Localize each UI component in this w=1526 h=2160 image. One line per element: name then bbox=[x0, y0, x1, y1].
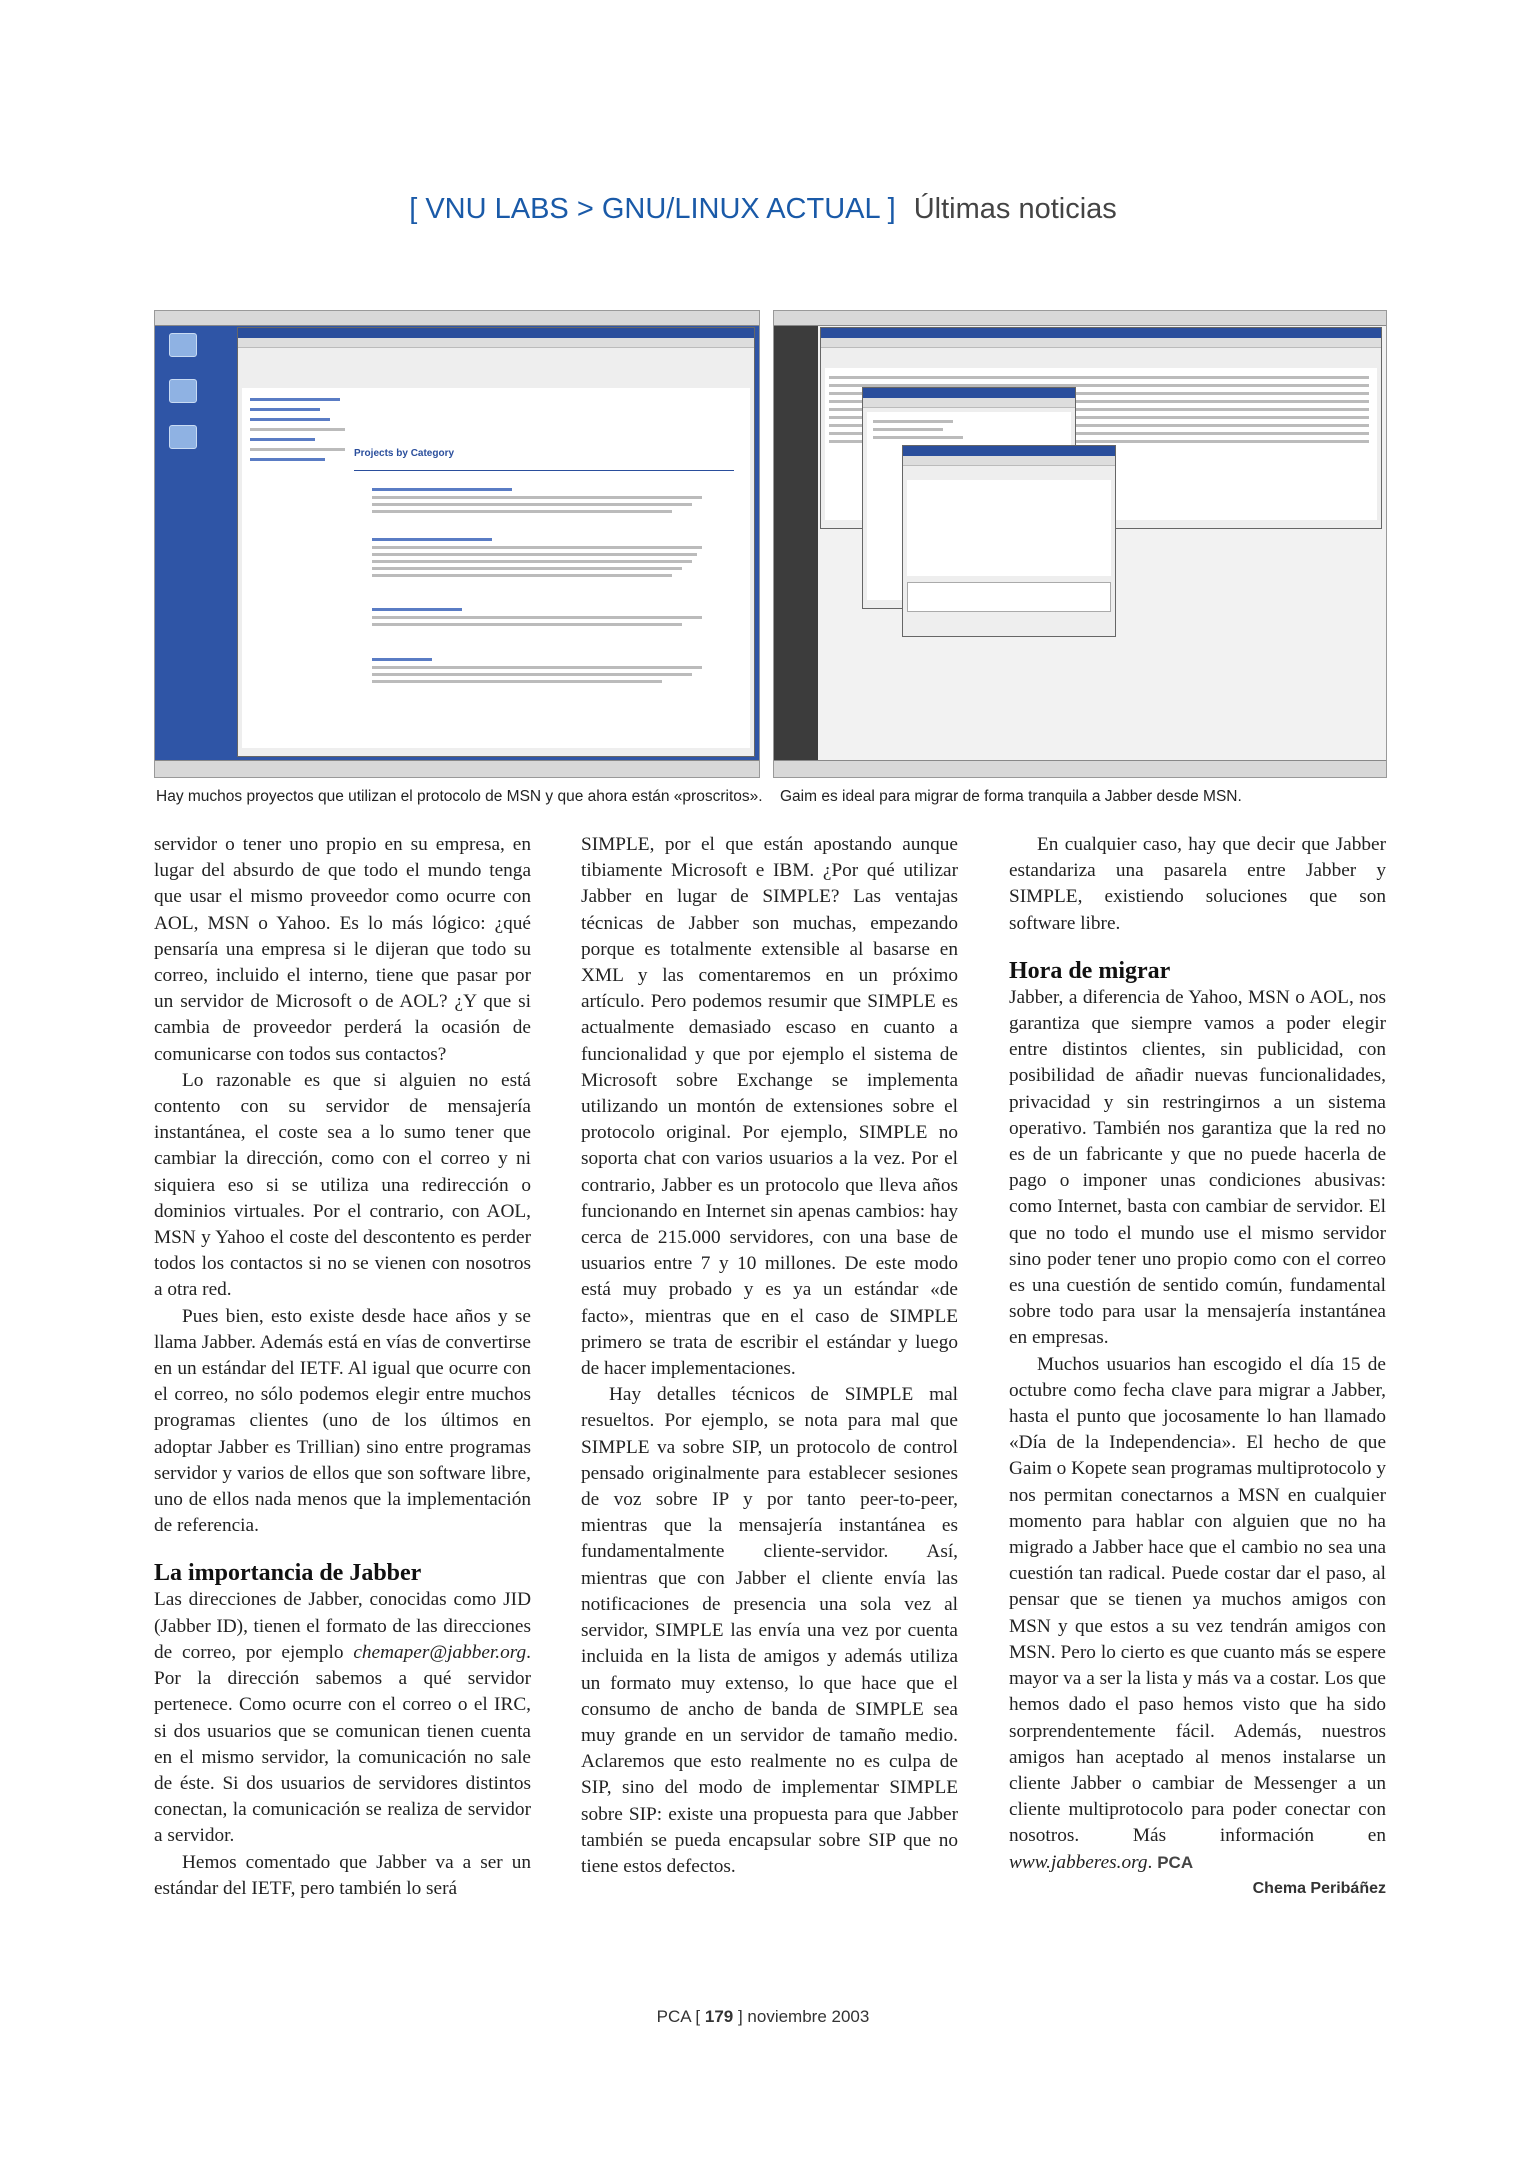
projects-by-category-heading: Projects by Category bbox=[354, 448, 455, 459]
mail-menubar bbox=[821, 338, 1381, 348]
buddy-list-titlebar bbox=[863, 388, 1075, 398]
conversation-titlebar bbox=[903, 446, 1115, 456]
gaim-conversation-window bbox=[902, 445, 1116, 637]
url-link: www.jabberes.org bbox=[1009, 1851, 1148, 1873]
desktop-taskbar bbox=[155, 760, 759, 777]
magazine-name: PCA bbox=[656, 2007, 691, 2026]
article-column-3 bbox=[1009, 832, 1386, 1902]
page-number: 179 bbox=[704, 2007, 734, 2026]
page-header bbox=[0, 193, 1526, 226]
figure-caption-2: Gaim es ideal para migrar de forma tranquila a Jabber desde MSN. bbox=[780, 788, 1242, 805]
trash-icon bbox=[169, 425, 197, 449]
article-column-2 bbox=[581, 832, 958, 1880]
paragraph: Jabber, a diferencia de Yahoo, MSN o AOL, nos garantiza que siempre vamos a poder elegir entre distintos clientes, sin publicidad, con posibilidad de añadir nuevas funcionalidades, privacidad y sin restringirnos a un sistema operativo. También nos garantiza que la red no es de un fabricante y que no puede hacerla de pago o imponer unas condiciones abusivas: como Internet, basta con cambiar de servidor. El que no todo el mundo use el mismo servidor sino poder tener uno propio como con el correo es una cuestión de sentido común, fundamental sobre todo para usar la mensajería instantánea en empresas. bbox=[1009, 986, 1386, 1349]
email-example: chemaper@jabber.org bbox=[353, 1641, 527, 1663]
text-run: Muchos usuarios han escogido el día 15 de octubre como fecha clave para migrar a Jabber, hasta el punto que jocosamente lo han llamado «Día de la Independencia». El hecho de que Gaim o Kopete sean programas multiprotocolo y nos permitan conectarnos a MSN en cualquier momento para hablar con alguien que no ha migrado a Jabber hace que el cambio no sea una cuestión tan radical. Puede costar dar el paso, al pensar que se tienen ya muchos amigos con MSN y que estos a su vez tendrán amigos con MSN. Pero lo cierto es que cuanto más se espere mayor va a ser la lista y más va a costar. Los que hemos dado el paso hemos visto que ha sido sorprendentemente fácil. Además, nuestros amigos han aceptado al menos instalarse un cliente Jabber o cambiar de Messenger a un cliente multiprotocolo para poder conectar con nosotros. Más información en bbox=[1009, 1353, 1386, 1847]
browser-window bbox=[237, 327, 755, 757]
paragraph: SIMPLE, por el que están apostando aunque tibiamente Microsoft e IBM. ¿Por qué utilizar Jabber en lugar de SIMPLE? Las ventajas técnicas de Jabber son muchas, empezando porque es totalmente extensible al basarse en XML y las comentaremos en un próximo artículo. Pero podemos resumir que SIMPLE es actualmente demasiado escaso en cuanto a funcionalidad y que por ejemplo el sistema de Microsoft sobre Exchange se implementa utilizando un montón de extensiones sobre el protocolo original. Por ejemplo, SIMPLE no soporta chat con varios usuarios a la vez. Por el contrario, Jabber es un protocolo que lleva años funcionando en Internet sin apenas cambios: hay cerca de 215.000 servidores, con una base de usuarios entre 7 y 10 millones. De este modo está muy probado y es ya un estándar «de facto», mientras que en el caso de SIMPLE primero se trata de escribir el estándar y luego de hacer implementaciones. bbox=[581, 834, 958, 1380]
issue-date: noviembre 2003 bbox=[747, 2007, 870, 2026]
conversation-menubar bbox=[903, 456, 1115, 466]
desktop-top-panel bbox=[155, 311, 759, 326]
text-run: Las direcciones de Jabber, conocidas como JID (Jabber ID), tienen el formato de las direcciones de correo, por ejemplo bbox=[154, 1589, 531, 1663]
author-name: Chema Peribáñez bbox=[1252, 1879, 1386, 1897]
paragraph bbox=[154, 1587, 531, 1849]
browser-titlebar bbox=[238, 328, 754, 338]
home-folder-icon bbox=[169, 333, 197, 357]
paragraph: Pues bien, esto existe desde hace años y se llama Jabber. Además está en vías de convertirse en un estándar del IETF. Al igual que ocurre con el correo, no sólo podemos elegir entre muchos programas clientes (uno de los últimos en adoptar Jabber es Trillian) sino entre programas servidor y varios de ellos que son software libre, uno de ellos nada menos que la implementación de referencia. bbox=[154, 1305, 531, 1537]
paragraph: Lo razonable es que si alguien no está contento con su servidor de mensajería instantánea, el coste sea a lo sumo tener que cambiar la dirección, como con el correo y ni siquiera eso si se utiliza una redirección o dominios virtuales. Por el contrario, con AOL, MSN y Yahoo el coste del descontento es perder todos los contactos si no se vienen con nosotros a otra red. bbox=[154, 1069, 531, 1301]
conversation-input bbox=[907, 582, 1111, 612]
buddy-list-menubar bbox=[863, 398, 1075, 408]
desktop-top-panel bbox=[774, 311, 1386, 326]
screenshot-gaim bbox=[773, 310, 1387, 778]
signature-mark: PCA bbox=[1157, 1852, 1194, 1872]
article-column-1 bbox=[154, 832, 531, 1902]
figure-caption-1: Hay muchos proyectos que utilizan el protocolo de MSN y que ahora están «proscritos». bbox=[156, 788, 763, 805]
browser-menubar bbox=[238, 338, 754, 348]
browser-content bbox=[242, 388, 750, 748]
desktop-taskbar bbox=[774, 760, 1386, 777]
section-heading: Hora de migrar bbox=[1009, 957, 1171, 984]
paragraph: Hemos comentado que Jabber va a ser un estándar del IETF, pero también lo será bbox=[154, 1851, 531, 1899]
paragraph: Hay detalles técnicos de SIMPLE mal resueltos. Por ejemplo, se nota para mal que SIMPLE va sobre SIP, un protocolo de control pensado originalmente para establecer sesiones de voz sobre IP y por tanto peer-to-peer, mientras que la mensajería instantánea es fundamentalmente cliente-servidor. Así, mientras que con Jabber el cliente envía las notificaciones de presencia una sola vez al servidor, SIMPLE las envía una vez por cuenta incluida en la lista de amigos y además utiliza un formato muy extenso, lo que hace que el consumo de ancho de banda de SIMPLE sea muy grande en un servidor de tamaño medio. Aclaremos que esto realmente no es culpa de SIP, sino del modo de implementar SIMPLE sobre SIP: existe una propuesta para que Jabber también se pueda encapsular sobre SIP que no tiene estos defectos. bbox=[581, 1384, 958, 1877]
mail-sidebar bbox=[774, 326, 818, 760]
screenshot-msn-projects bbox=[154, 310, 760, 778]
text-run: . bbox=[1147, 1851, 1153, 1873]
conversation-history bbox=[907, 480, 1111, 576]
start-here-icon bbox=[169, 379, 197, 403]
section-heading: La importancia de Jabber bbox=[154, 1560, 422, 1587]
section-title: [ VNU LABS > GNU/LINUX ACTUAL ] bbox=[409, 193, 896, 225]
section-subtitle: Últimas noticias bbox=[913, 193, 1117, 225]
text-run: . Por la dirección sabemos a qué servidor pertenece. Como ocurre con el correo o el IRC, si dos usuarios que se comunican tienen cuenta en el mismo servidor, la comunicación no sale de éste. Si dos usuarios de servidores distintos conectan, la comunicación se realiza de servidor a servidor. bbox=[154, 1641, 531, 1847]
mail-titlebar bbox=[821, 328, 1381, 338]
page-footer: PCA [ 179 ] noviembre 2003 bbox=[656, 2007, 870, 2026]
paragraph bbox=[1009, 1352, 1386, 1876]
paragraph: servidor o tener uno propio en su empresa, en lugar del absurdo de que todo el mundo tenga que usar el mismo proveedor como ocurre con AOL, MSN o Yahoo. Es lo más lógico: ¿qué pensaría una empresa si le dijeran que todo su correo, incluido el interno, tiene que pasar por un servidor de Microsoft o de AOL? ¿Y que si cambia de proveedor perderá la ocasión de comunicarse con todos sus contactos? bbox=[154, 834, 531, 1065]
paragraph: En cualquier caso, hay que decir que Jabber estandariza una pasarela entre Jabber y SIMPLE, existiendo soluciones que son software libre. bbox=[1009, 834, 1386, 934]
